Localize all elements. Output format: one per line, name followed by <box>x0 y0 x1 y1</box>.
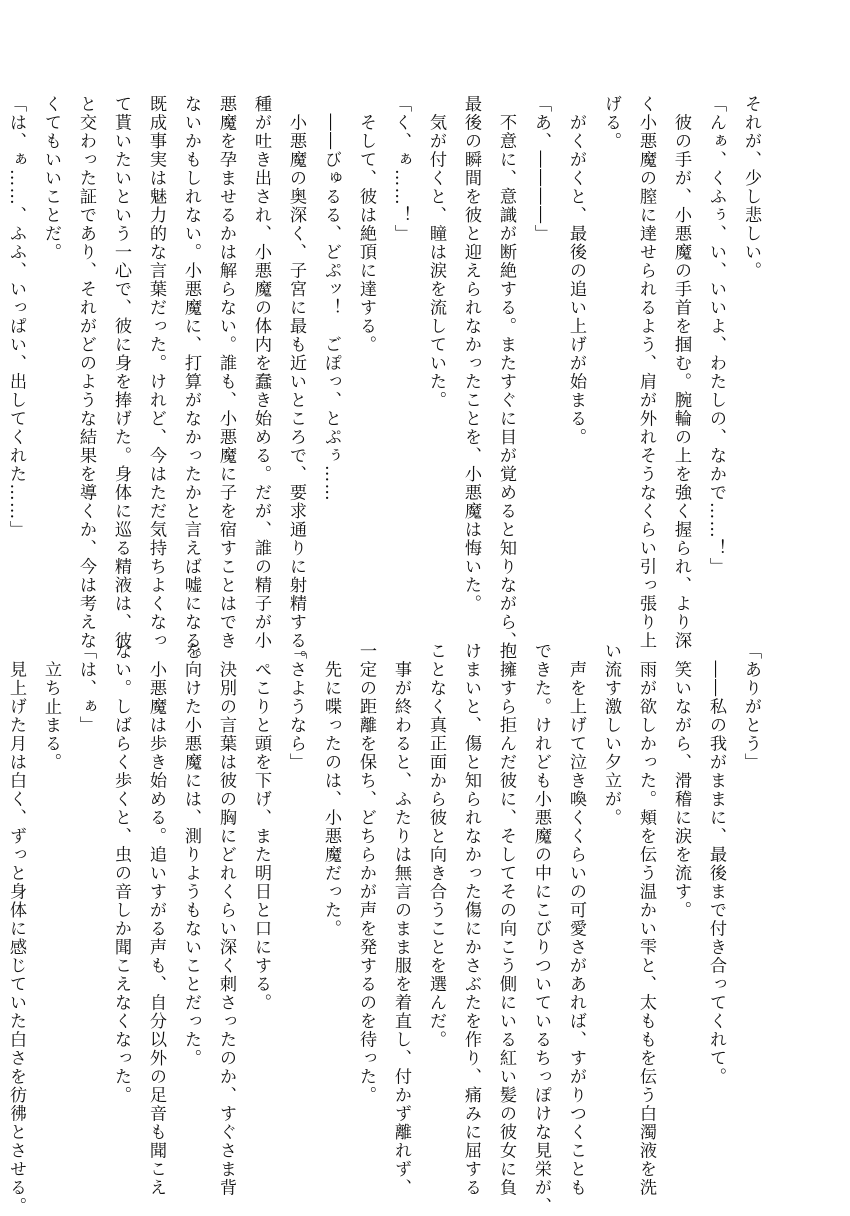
text-line: 彼の手が、小悪魔の手首を掴む。腕輪の上を強く握られ、より深 <box>671 95 691 650</box>
upper-text-block <box>6 95 768 669</box>
text-line: く小悪魔の膣に達せられるよう、肩が外れそうなくらい引っ張り上 <box>636 95 656 650</box>
text-line: 小悪魔の奥深く、子宮に最も近いところで、要求通りに射精する。 <box>286 95 306 669</box>
text-line: がくがくと、最後の追い上げが始まる。 <box>566 95 586 447</box>
text-line: 「は、ぁ……、ふふ、いっぱい、出してくれた……」 <box>6 95 26 539</box>
text-line: 見上げた月は白く、ずっと身体に感じていた白さを彷彿とさせる。 <box>6 642 26 1216</box>
text-line: て貰いたいという一心で、彼に身を捧げた。身体に巡る精液は、彼 <box>111 95 131 650</box>
text-line: 種が吐き出され、小悪魔の体内を蠢き始める。だが、誰の精子が小 <box>251 95 271 650</box>
text-line: けまいと、傷と知られなかった傷にかさぶたを作り、痛みに屈する <box>461 642 481 1197</box>
text-line: 笑いながら、滑稽に涙を流す。 <box>671 642 691 920</box>
text-line: 抱擁すら拒んだ彼に、そしてその向こう側にいる紅い髪の彼女に負 <box>496 642 516 1197</box>
text-line: 「く、ぁ……！」 <box>391 95 411 243</box>
text-line: それが、少し悲しい。 <box>741 95 761 280</box>
text-line: ――びゅるる、どぷッ！ ごぽっ、とぷぅ…… <box>321 95 341 502</box>
text-line: と交わった証であり、それがどのような結果を導くか、今は考えな <box>76 95 96 650</box>
text-line: 一定の距離を保ち、どちらかが声を発するのを待った。 <box>356 642 376 1105</box>
text-line: 雨が欲しかった。頬を伝う温かい雫と、太ももを伝う白濁液を洗 <box>636 642 656 1197</box>
text-line: 小悪魔は歩き始める。追いすがる声も、自分以外の足音も聞こえ <box>146 642 166 1197</box>
text-line: 「ありがとう」 <box>741 642 761 772</box>
text-line: 先に喋ったのは、小悪魔だった。 <box>321 642 341 938</box>
text-line: 気が付くと、瞳は涙を流していた。 <box>426 95 446 410</box>
text-line: 決別の言葉は彼の胸にどれくらい深く刺さったのか、すぐさま背 <box>216 642 236 1197</box>
text-line: 事が終わると、ふたりは無言のまま服を着直し、付かず離れず、 <box>391 642 411 1197</box>
text-line: を向けた小悪魔には、測りようもないことだった。 <box>181 642 201 1068</box>
text-line: 「は、ぁ」 <box>76 642 96 735</box>
text-line: ぺこりと頭を下げ、また明日と口にする。 <box>251 642 271 1012</box>
text-line: 最後の瞬間を彼と迎えられなかったことを、小悪魔は悔いた。 <box>461 95 481 613</box>
text-line: できた。けれども小悪魔の中にこびりついているちっぽけな見栄が、 <box>531 642 551 1216</box>
text-line: ことなく真正面から彼と向き合うことを選んだ。 <box>426 642 446 1049</box>
text-line: げる。 <box>601 95 621 151</box>
text-line: ない。しばらく歩くと、虫の音しか聞こえなくなった。 <box>111 642 131 1105</box>
text-line: 声を上げて泣き喚くくらいの可愛さがあれば、すがりつくことも <box>566 642 586 1197</box>
text-line: 「んぁ、くふぅ、い、いいよ、わたしの、なかで……！」 <box>706 95 726 576</box>
text-line: い流す激しい夕立が。 <box>601 642 621 827</box>
text-line: 不意に、意識が断絶する。またすぐに目が覚めると知りながら、 <box>496 95 516 650</box>
text-line: くてもいいことだ。 <box>41 95 61 262</box>
text-line: 悪魔を孕ませるかは解らない。誰も、小悪魔に子を宿すことはでき <box>216 95 236 650</box>
text-line: 「さようなら」 <box>286 642 306 772</box>
text-line: そして、彼は絶頂に達する。 <box>356 95 376 354</box>
lower-text-block <box>6 642 768 1216</box>
text-line: 立ち止まる。 <box>41 642 61 772</box>
text-line: ないかもしれない。小悪魔に、打算がなかったかと言えば嘘になる。 <box>181 95 201 669</box>
text-line: 既成事実は魅力的な言葉だった。けれど、今はただ気持ちよくなっ <box>146 95 166 650</box>
text-line: ――私の我がままに、最後まで付き合ってくれて。 <box>706 642 726 1086</box>
text-line: 「あ、――――」 <box>531 95 551 243</box>
